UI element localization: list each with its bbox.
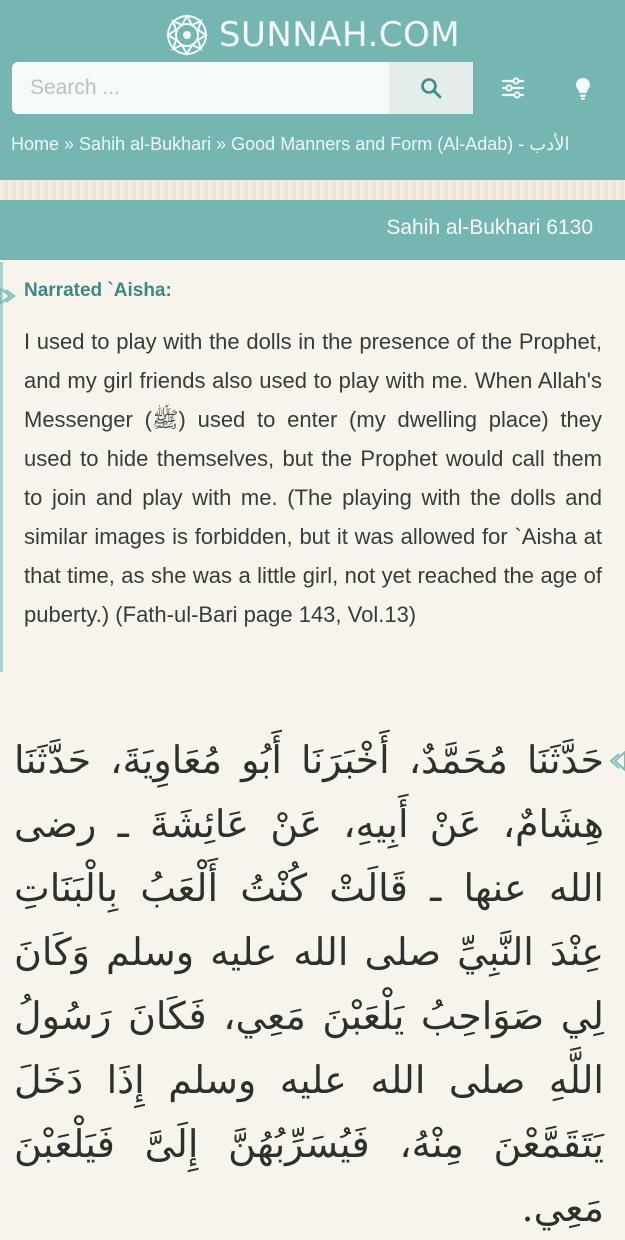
breadcrumb <box>11 130 625 158</box>
breadcrumb-collection-link[interactable]: Sahih al-Bukhari <box>79 134 212 154</box>
search-icon <box>419 76 443 100</box>
site-name: SUNNAH.COM <box>218 15 461 55</box>
search-button[interactable] <box>389 62 473 114</box>
search-bar <box>12 62 473 114</box>
english-section-rule <box>0 262 3 672</box>
hadith-english-text: I used to play with the dolls in the presence of the Prophet, and my girl friends also used to play with me. When Allah's Messenger (ﷺ) used to enter (my dwelling place) they used to hide themselves, but the Prophet would call them to join and play with me. (The playing with the dolls and similar images is forbidden, but it was allowed for `Aisha at that time, as she was a little girl, not yet reached the age of puberty.) (Fath-ul-Bari page 143, Vol.13) <box>24 329 602 627</box>
search-input[interactable] <box>12 62 389 114</box>
breadcrumb-separator: » <box>64 134 80 154</box>
theme-toggle-button[interactable] <box>567 72 599 104</box>
decorative-band <box>0 180 625 200</box>
lightbulb-icon <box>571 75 595 101</box>
site-header <box>0 0 625 180</box>
narrator-name: Narrated `Aisha: <box>24 280 172 301</box>
sliders-icon <box>500 75 526 101</box>
logo-rosette-icon <box>165 13 209 57</box>
hadith-arabic-text: حَدَّثَنَا مُحَمَّدٌ، أَخْبَرَنَا أَبُو مُعَاوِيَةَ، حَدَّثَنَا هِشَامٌ، عَنْ أَبِيهِ، عَنْ عَائِشَةَ ـ رضى الله عنها ـ قَالَتْ كُنْتُ أَلْعَبُ بِالْبَنَاتِ عِنْدَ النَّبِيِّ صلى الله عليه وسلم وَكَانَ لِي صَوَاحِبُ يَلْعَبْنَ مَعِي، فَكَانَ رَسُولُ اللَّهِ صلى الله عليه وسلم إِذَا دَخَلَ يَتَقَمَّعْنَ مِنْهُ، فَيُسَرِّبُهُنَّ إِلَىَّ فَيَلْعَبْنَ مَعِي. <box>14 738 604 1230</box>
breadcrumb-book-link[interactable]: Good Manners and Form (Al-Adab) - الأدب <box>231 134 570 154</box>
breadcrumb-home-link[interactable]: Home <box>11 134 60 154</box>
breadcrumb-separator: » <box>216 134 232 154</box>
arabic-marker-icon <box>609 748 625 774</box>
site-logo[interactable] <box>0 10 625 60</box>
hadith-reference-bar <box>0 200 625 260</box>
english-marker-icon <box>0 284 16 308</box>
hadith-reference[interactable]: Sahih al-Bukhari 6130 <box>386 216 593 239</box>
settings-button[interactable] <box>497 72 529 104</box>
